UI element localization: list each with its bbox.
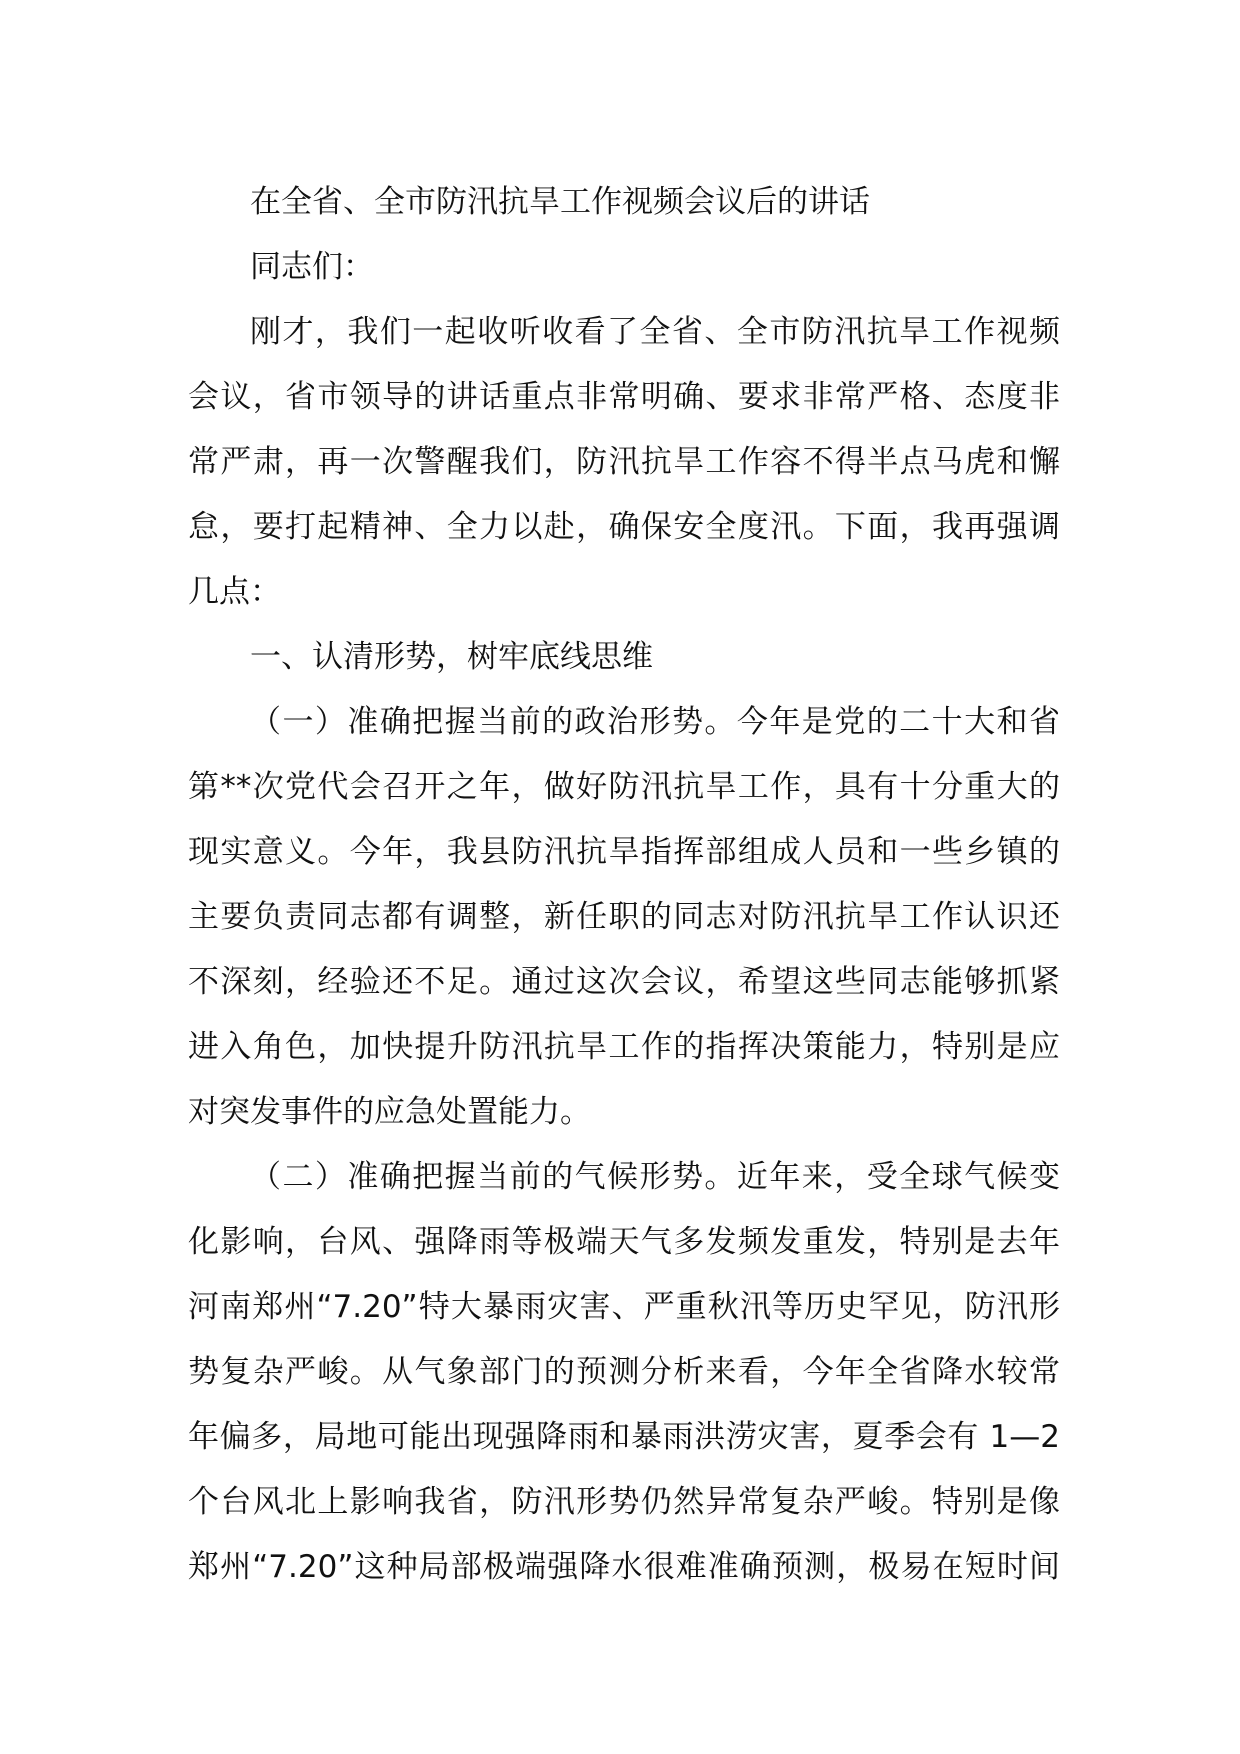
intro-paragraph [188,300,1060,625]
paragraph-line: 刚才，我们一起收听收看了全省、全市防汛抗旱工作视频 [250,314,1060,350]
paragraph-line: 年偏多，局地可能出现强降雨和暴雨洪涝灾害，夏季会有 1—2 [188,1419,1060,1455]
paragraph-line: 主要负责同志都有调整，新任职的同志对防汛抗旱工作认识还 [188,899,1060,935]
paragraph-line: 个台风北上影响我省，防汛形势仍然异常复杂严峻。特别是像 [188,1484,1060,1520]
paragraph-political-situation [188,690,1060,1145]
paragraph-line: 化影响，台风、强降雨等极端天气多发频发重发，特别是去年 [188,1224,1060,1260]
paragraph-line: 不深刻，经验还不足。通过这次会议，希望这些同志能够抓紧 [188,964,1060,1000]
paragraph-line: （一）准确把握当前的政治形势。今年是党的二十大和省 [250,704,1060,740]
paragraph-line: 会议，省市领导的讲话重点非常明确、要求非常严格、态度非 [188,379,1060,415]
paragraph-line: 现实意义。今年，我县防汛抗旱指挥部组成人员和一些乡镇的 [188,834,1060,870]
paragraph-climate-situation [188,1145,1060,1600]
paragraph-line: 势复杂严峻。从气象部门的预测分析来看，今年全省降水较常 [188,1354,1060,1390]
paragraph-line: 几点： [188,574,281,610]
salutation: 同志们： [250,249,374,285]
paragraph-line: 郑州“7.20”这种局部极端强降水很难准确预测，极易在短时间 [188,1549,1060,1585]
document-body [188,170,1060,1600]
paragraph-line: （二）准确把握当前的气候形势。近年来，受全球气候变 [250,1159,1060,1195]
paragraph-line: 常严肃，再一次警醒我们，防汛抗旱工作容不得半点马虎和懈 [188,444,1060,480]
paragraph-line: 第**次党代会召开之年，做好防汛抗旱工作，具有十分重大的 [188,769,1060,805]
paragraph-line: 河南郑州“7.20”特大暴雨灾害、严重秋汛等历史罕见，防汛形 [188,1289,1060,1325]
document-title: 在全省、全市防汛抗旱工作视频会议后的讲话 [250,184,870,220]
paragraph-line: 进入角色，加快提升防汛抗旱工作的指挥决策能力，特别是应 [188,1029,1060,1065]
paragraph-line: 对突发事件的应急处置能力。 [188,1094,591,1130]
section-heading: 一、认清形势，树牢底线思维 [250,639,653,675]
paragraph-line: 怠，要打起精神、全力以赴，确保安全度汛。下面，我再强调 [188,509,1060,545]
